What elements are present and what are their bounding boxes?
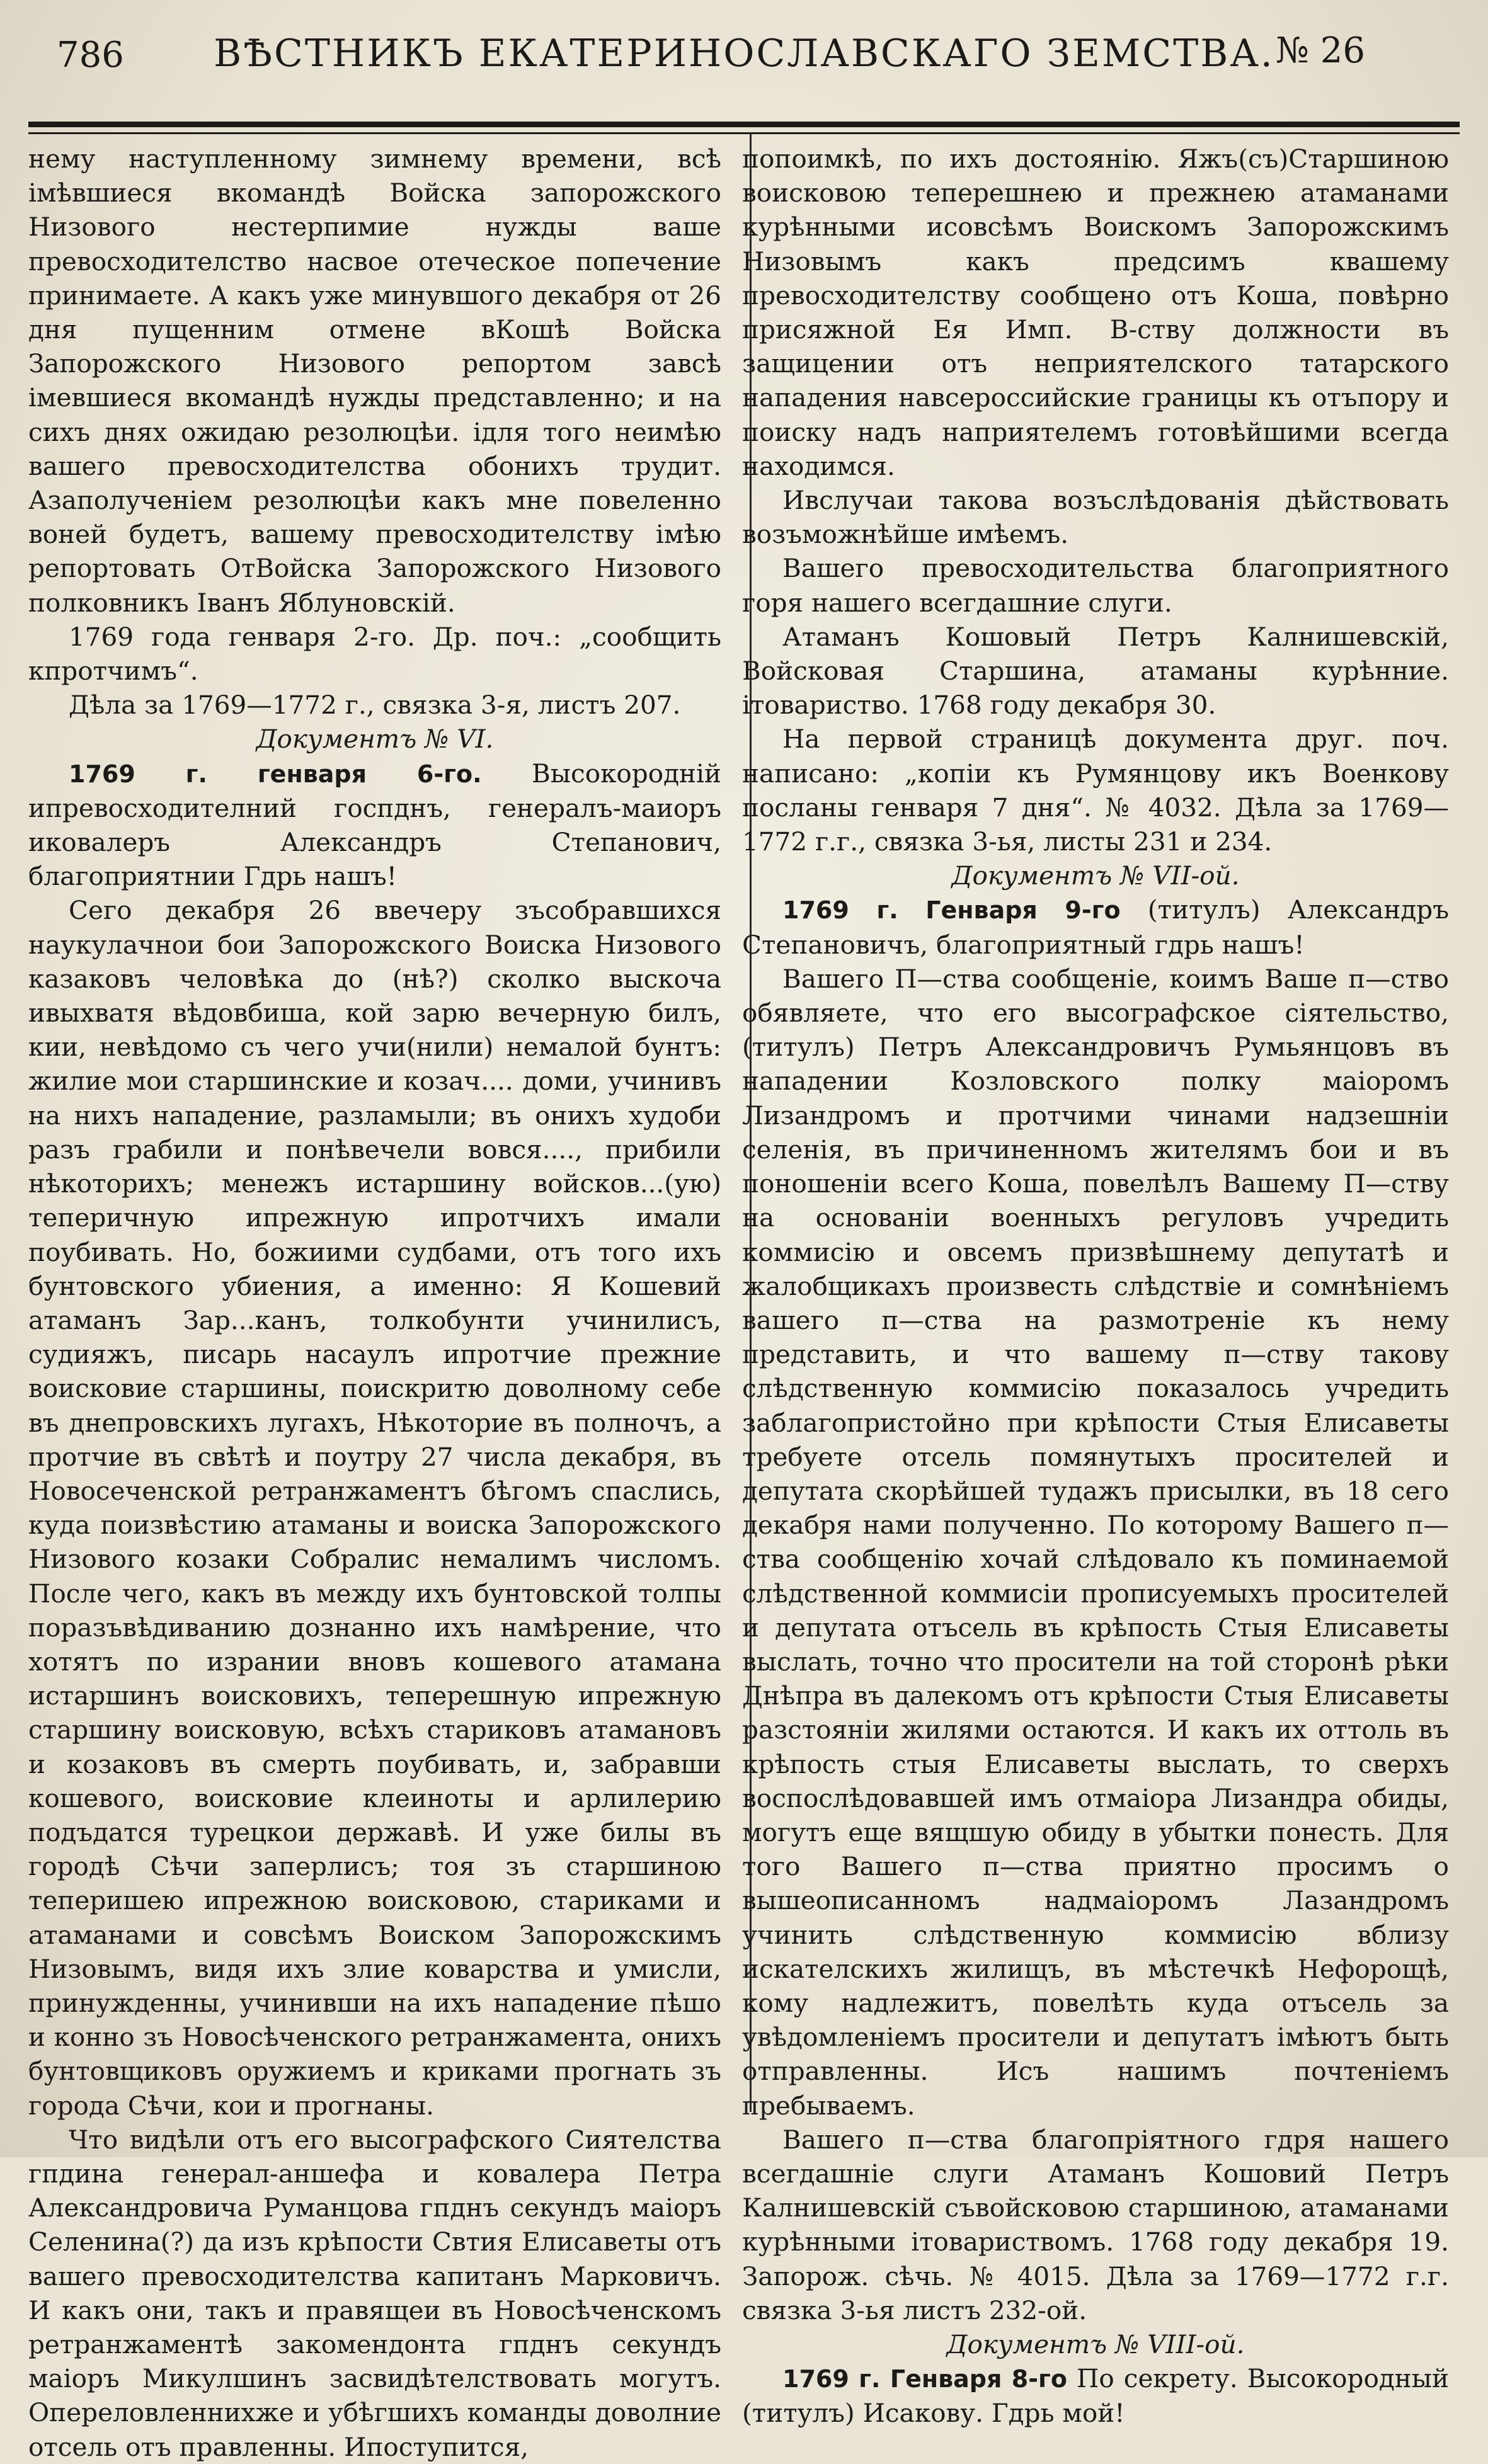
document-7-intro	[742, 893, 1449, 961]
left-paragraph-3: Дѣла за 1769—1772 г., связка 3-я, листъ 207.	[69, 690, 681, 721]
right-paragraph-2: Ивслучаи такова возъслѣдованія дѣйствовать возъможнѣйше имѣемъ.	[742, 485, 1449, 550]
document-8-intro	[742, 2361, 1449, 2430]
right-column	[742, 142, 1449, 2429]
document-7-date: 1769 г. Генваря 9-го	[782, 896, 1121, 925]
document-7-body-2: Вашего п—ства благопріятного гдря нашего всегдашніе слуги Атаманъ Кошовий Петръ Калнишевскій съвойсковою старшиною, атаманами курѣнными ітовариствомъ. 1768 году декабря 19. Запорож. сѣчь. № 4015. Дѣла за 1769—1772 г.г. связка 3-ья листъ 232-ой.	[742, 2124, 1449, 2325]
document-6-intro-text: Высокороднiй ипревосходителний госпднъ, генералъ-маиоръ иковалеръ Александръ Степанович, благоприятнии Гдрь нашъ!	[28, 758, 721, 892]
issue-number: № 26	[1275, 30, 1365, 71]
page-number: 786	[57, 35, 124, 76]
left-paragraph-2: 1769 года генваря 2-го. Др. поч.: „сообщить кпротчимъ“.	[28, 621, 721, 687]
left-column	[28, 142, 721, 2462]
left-paragraph-1: нему наступленному зимнему времени, всѣ імѣвшиеся вкомандѣ Войска запорожского Низового нестерпимие нужды ваше превосходителство насвое отеческое попечение принимаете. А какъ уже минувшого декабря от 26 дня пущенним отмене вКошѣ Войска Запорожского Низового репортом завсѣ імевшиеся вкомандѣ нужды представленно; и на сихъ днях ожидаю резолюцѣи. ідля того неимѣю вашего превосходителства обониxъ трудит. Азаполученіем резолюцѣи какъ мне повеленно воней будетъ, вашему превосходителству імѣю репортовать ОтВойска Запорожского Низового полковникъ Іванъ Яблуновскій.	[28, 144, 721, 618]
document-7-title: Документъ № VII-ой.	[951, 860, 1240, 891]
document-6-date: 1769 г. генваря 6-го.	[69, 760, 482, 788]
document-6-title: Документъ № VI.	[256, 724, 494, 755]
right-paragraph-3: Вашего превосходительства благоприятного горя нашего всегдашние слуги.	[742, 553, 1449, 618]
document-8-intro-text: По секрету. Высокородный (титулъ) Исакову. Гдрь мой!	[742, 2363, 1449, 2429]
header-rule-thin	[28, 132, 1460, 134]
right-paragraph-5: На первой страницѣ документа друг. поч. написано: „копіи къ Румянцову икъ Военкову посланы генваря 7 дня“. № 4032. Дѣла за 1769—1772 г.г., связка 3-ья, листы 231 и 234.	[742, 724, 1449, 857]
document-8-title: Документъ № VIII-ой.	[946, 2329, 1245, 2359]
document-6-intro	[28, 756, 721, 894]
right-paragraph-1: попоимкѣ, по ихъ достоянію. Яжъ(съ)Старшиною воисковою теперешнею и прежнею атаманами курѣнными исовсѣмъ Воискомъ Запорожскимъ Низовымъ какъ предсимъ квашему превосходителству сообщено отъ Коша, повѣрно присяжной Ея Имп. В-ству должности въ защицении отъ неприятелского татарского нападения навсероссийские границы къ отъпору и поиску надъ наприятелемъ готовѣйшими всегда находимся.	[742, 144, 1449, 481]
document-6-body-1: Сего декабря 26 ввечеру зъсобравшихся наукулачнои бои Запорожского Воиска Низового казаковъ человѣка до (нѣ?) сколко выскоча ивыхватя вѣдовбиша, кой зарю вечерную билъ, кии, невѣдомо съ чего учи(нили) немалой бунтъ: жилие мои старшинские и козач.... доми, учинивъ на нихъ нападение, разламыли; въ онихъ худоби разъ грабили и понѣвечели вовся...., прибили нѣкоторихъ; менежъ истаршину войсков...(ую) теперичную ипрежную ипротчихъ имали поубивать. Но, божиими судбами, отъ того ихъ бунтовского убиения, а именно: Я Кошевий атаманъ Зар...канъ, толкобунти учинилисъ, судияжъ, писарь насаулъ ипротчие прежние воисковие старшины, поискритю доволному себе въ днепровскихъ лугахъ, Нѣкоторие въ полночъ, а протчие въ свѣтѣ и поутру 27 числа декабря, въ Новосеченской ретранжаментъ бѣгомъ спаслись, куда поизвѣстию атаманы и воиска Запорожского Низового козаки Собралис немалимъ числомъ. После чего, какъ въ между ихъ бунтовской толпы поразъвѣдиванию дознанно ихъ намѣрение, что хотятъ по изрании вновъ кошевого атамана истаршинъ воисковихъ, теперешную ипрежную старшину воисковую, всѣхъ стариковъ атамановъ и козаковъ въ смерть поубивать, и, забравши кошевого, воисковие клеинoты и арлилерию подъдатся турецкои державѣ. И уже билы въ городѣ Сѣчи заперлисъ; тоя зъ старшиною теперишею ипрежною воисковою, стариками и атаманами и совсѣмъ Воиском Запорожскимъ Низовымъ, видя ихъ злие коварства и умисли, принужденны, учинивши на ихъ нападение пѣшо и конно зъ Новосѣченского ретранжамента, онихъ бунтовщиковъ оружиемъ и криками прогнать зъ города Сѣчи, кои и прогнаны.	[28, 895, 721, 2121]
journal-title: ВѢСТНИКЪ ЕКАТЕРИНОСЛАВСКАГО ЗЕМСТВА.	[214, 31, 1274, 76]
document-6-body-2: Что видѣли отъ его высографского Сиятелства гпдина генерал-аншефа и ковалера Петра Александровича Руманцова гпднъ секундъ маіоръ Селенина(?) да изъ крѣпости Свтия Елисаветы отъ вашего превосходителства капитанъ Марковичъ. И какъ они, такъ и правящеи въ Новосѣченскомъ ретранжаментѣ закомендонта гпднъ секундъ маіоръ Микулшинъ засвидѣтелствовать могутъ. Опереловленнихже и убѣгшихъ команды доволние отсель отъ правленны. Ипоступится,	[28, 2124, 721, 2462]
header-rule-thick	[28, 122, 1460, 127]
document-8-date: 1769 г. Генваря 8-го	[782, 2365, 1067, 2393]
right-paragraph-4: Атаманъ Кошовый Петръ Калнишевскій, Войсковая Старшина, атаманы курѣнние. ітовариство. 1768 году декабря 30.	[742, 621, 1449, 721]
document-7-intro-text: (титулъ) Александръ Степановичъ, благоприятный гдрь нашъ!	[742, 894, 1449, 960]
document-7-body-1: Вашего П—ства сообщеніе, коимъ Ваше п—ство обявляете, что его высографское сіятельство, (титулъ) Петръ Александровичъ Румьянцовъ въ нападении Козловского полку маіоромъ Лизандромъ и протчими чинами надзешніи селенія, въ причиненномъ жителямъ бои и въ поношеніи всего Коша, повелѣлъ Вашему П—ству на основаніи военныхъ регуловъ учредить коммисію и овсемъ призвѣшнему депутатѣ и жалобщикахъ произвесть слѣдствіе и сомнѣніемъ вашего п—ства на размотреніе къ нему представить, и что вашему п—ству такову слѣдственную коммисію показалось учредить заблагопристойно при крѣпости Стыя Елисаветы требуете отсель помянутыхъ просителей и депутата скорѣйшей тудажъ присылки, въ 18 сего декабря нами полученно. По которому Вашего п—ства сообщенію хочай слѣдовало къ поминаемой слѣдственной коммисіи прописуемыхъ просителей и депутата отъсель въ крѣпость Стыя Елисаветы выслать, точно что просители на той сторонѣ рѣки Днѣпра въ далекомъ отъ крѣпости Стыя Елисаветы разстояніи жилями остаются. И какъ их оттоль въ крѣпость стыя Елисаветы выслать, то сверхъ воспослѣдовавшей имъ отмаіора Лизандра обиды, могутъ еще вящшую обиду в убытки понесть. Для того Вашего п—ства приятно просимъ о вышеописанномъ надмаіоромъ Лазандромъ учинить слѣдственную коммисію вблизу искателскихъ жилищъ, въ мѣстечкѣ Нефорощѣ, кому надлежитъ, повелѣть куда отъсель за увѣдомленіемъ просители и депутатъ імѣютъ быть отправленны. Исъ нашимъ почтеніемъ пребываемъ.	[742, 963, 1449, 2121]
